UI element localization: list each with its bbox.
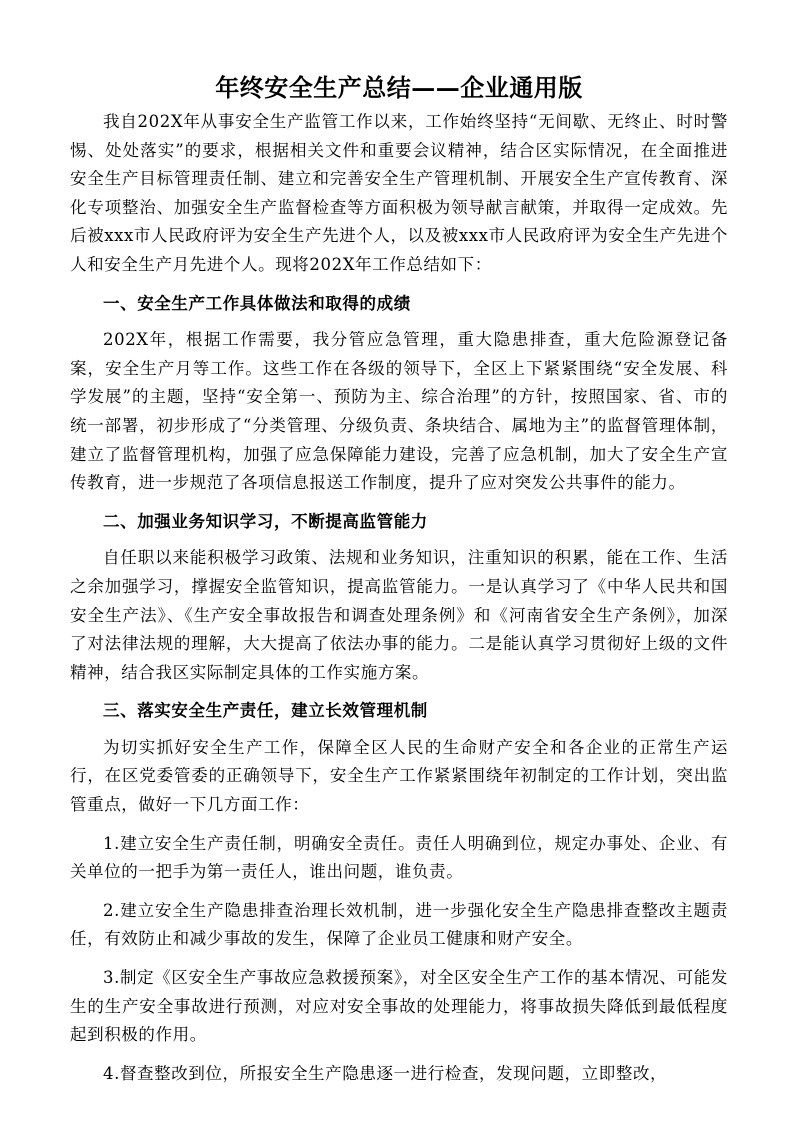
section-2-heading: 二、加强业务知识学习，不断提高监管能力 <box>103 511 428 531</box>
document-title: 年终安全生产总结——企业通用版 <box>215 73 583 102</box>
section-3-item-2: 2.建立安全生产隐患排查治理长效机制，进一步强化安全生产隐患排查整改主题责任，有效防止和减少事故的发生，保障了企业员工健康和财产安全。 <box>70 900 728 949</box>
section-3-item-1: 1.建立安全生产责任制，明确安全责任。责任人明确到位，规定办事处、企业、有关单位的一把手为第一责任人，谁出问题，谁负责。 <box>70 833 728 882</box>
intro-paragraph: 我自202X年从事安全生产监管工作以来，工作始终坚持“无间歇、无终止、时时警惕、处处落实”的要求，根据相关文件和重要会议精神，结合区实际情况，在全面推进安全生产目标管理责任制、建立和完善安全生产管理机制、开展安全生产宣传教育、深化专项整治、加强安全生产监督检查等方面积极为领导献言献策，并取得一定成效。先后被xxx市人民政府评为安全生产先进个人，以及被xxx市人民政府评为安全生产先进个人和安全生产月先进个人。现将202X年工作总结如下： <box>70 112 728 274</box>
document-page <box>70 72 728 1098</box>
section-3-item-3: 3.制定《区安全生产事故应急救援预案》，对全区安全生产工作的基本情况、可能发生的生产安全事故进行预测，对应对安全事故的处理能力，将事故损失降低到最低程度起到积极的作用。 <box>70 968 728 1045</box>
section-1-heading: 一、安全生产工作具体做法和取得的成绩 <box>103 293 411 313</box>
section-3-heading: 三、落实安全生产责任，建立长效管理机制 <box>103 701 428 721</box>
section-1-paragraph-1: 202X年，根据工作需要，我分管应急管理，重大隐患排查，重大危险源登记备案，安全生产月等工作。这些工作在各级的领导下，全区上下紧紧围绕“安全发展、科学发展”的主题，坚持“安全第一、预防为主、综合治理”的方针，按照国家、省、市的统一部署，初步形成了“分类管理、分级负责、条块结合、属地为主”的监督管理体制，建立了监督管理机构，加强了应急保障能力建设，完善了应急机制，加大了安全生产宣传教育，进一步规范了各项信息报送工作制度，提升了应对突发公共事件的能力。 <box>70 330 728 493</box>
section-3-item-4: 4.督查整改到位，所报安全生产隐患逐一进行检查，发现问题，立即整改， <box>103 1063 668 1083</box>
section-2-paragraph-1: 自任职以来能积极学习政策、法规和业务知识，注重知识的积累，能在工作、生活之余加强学习，撑握安全监管知识，提高监管能力。一是认真学习了《中华人民共和国安全生产法》、《生产安全事故报告和调查处理条例》和《河南省安全生产条例》，加深了对法律法规的理解，大大提高了依法办事的能力。二是能认真学习贯彻好上级的文件精神，结合我区实际制定具体的工作实施方案。 <box>70 548 728 682</box>
section-3-paragraph-1: 为切实抓好安全生产工作，保障全区人民的生命财产安全和各企业的正常生产运行，在区党委管委的正确领导下，安全生产工作紧紧围绕年初制定的工作计划，突出监管重点，做好一下几方面工作： <box>70 737 728 815</box>
